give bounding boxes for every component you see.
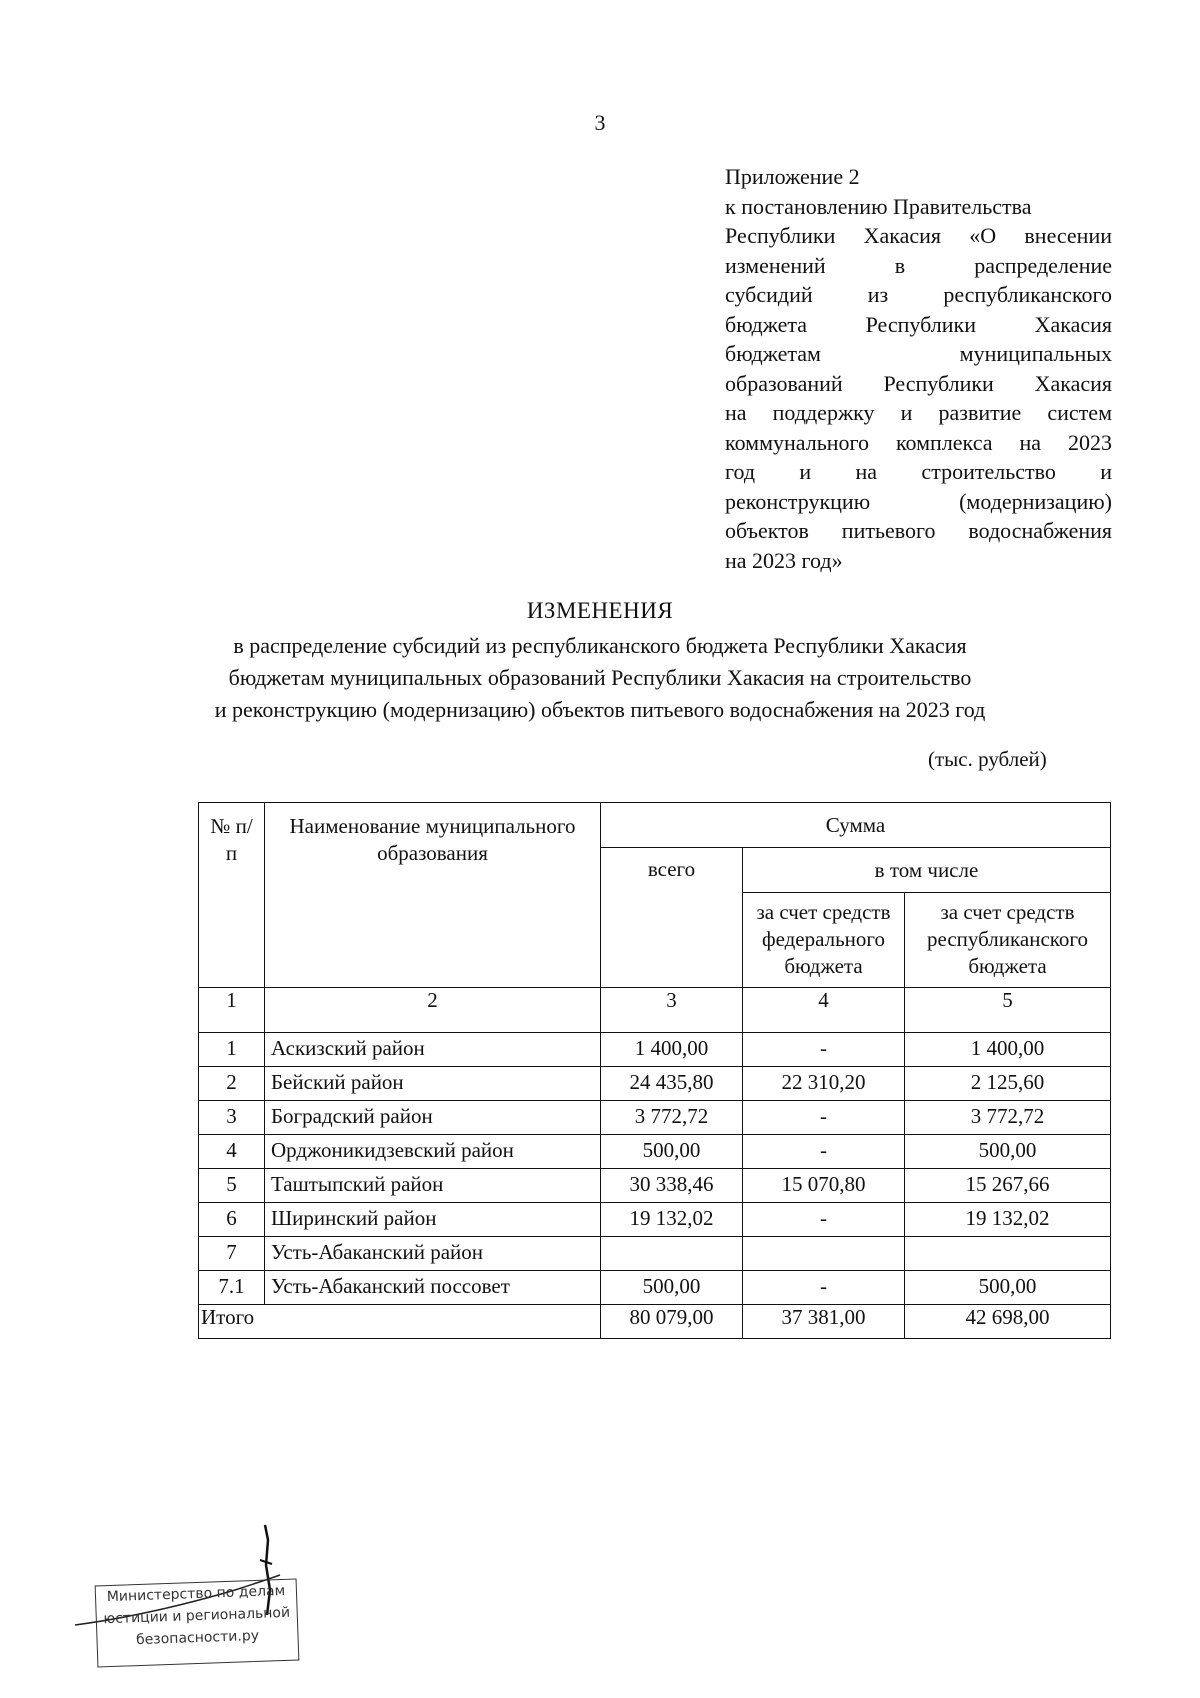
table-row <box>199 1203 1111 1237</box>
header-sum: Сумма <box>601 803 1111 848</box>
row-number: 4 <box>199 1135 265 1169</box>
appendix-line: бюджетам муниципальных <box>725 341 1112 366</box>
appendix-line: год и на строительство и <box>725 459 1112 484</box>
sum-republic: 3 772,72 <box>905 1101 1111 1135</box>
sum-federal: - <box>743 1203 905 1237</box>
subtitle-line: в распределение субсидий из республиканского бюджета Республики Хакасия <box>233 633 967 658</box>
row-number: 3 <box>199 1101 265 1135</box>
appendix-header <box>725 162 1112 575</box>
column-number: 2 <box>265 988 601 1033</box>
row-number: 5 <box>199 1169 265 1203</box>
sum-total: 3 772,72 <box>601 1101 743 1135</box>
sum-federal <box>743 1237 905 1271</box>
subsidy-table <box>198 802 1111 1339</box>
document-title: ИЗМЕНЕНИЯ <box>526 598 674 623</box>
sum-federal: 22 310,20 <box>743 1067 905 1101</box>
row-number: 7.1 <box>199 1271 265 1305</box>
sum-republic: 15 267,66 <box>905 1169 1111 1203</box>
units-label: (тыс. рублей) <box>928 747 1047 771</box>
document-subtitle <box>0 630 1200 726</box>
appendix-line: к постановлению Правительства <box>725 193 1032 219</box>
header-name: Наименование муниципального образования <box>265 803 601 988</box>
appendix-line: реконструкцию (модернизацию) <box>725 488 1112 514</box>
appendix-line: на 2023 год» <box>725 547 843 573</box>
appendix-line: субсидий из республиканского <box>725 282 1112 307</box>
municipality-name: Боградский район <box>265 1101 601 1135</box>
total-row <box>199 1305 1111 1339</box>
appendix-line: Республики Хакасия «О внесении <box>725 223 1112 248</box>
appendix-line: на поддержку и развитие систем <box>725 400 1112 425</box>
sum-republic: 19 132,02 <box>905 1203 1111 1237</box>
row-number: 1 <box>199 1033 265 1067</box>
header-federal: за счет средств федерального бюджета <box>743 893 905 988</box>
appendix-line: образований Республики Хакасия <box>725 370 1112 396</box>
municipality-name: Бейский район <box>265 1067 601 1101</box>
table-row <box>199 1067 1111 1101</box>
sum-total: 1 400,00 <box>601 1033 743 1067</box>
table-row <box>199 1237 1111 1271</box>
sum-federal: - <box>743 1033 905 1067</box>
table-row <box>199 1033 1111 1067</box>
registration-stamp <box>92 1570 302 1670</box>
appendix-line: Приложение 2 <box>725 164 860 189</box>
sum-republic: 500,00 <box>905 1271 1111 1305</box>
row-number: 2 <box>199 1067 265 1101</box>
total-federal: 37 381,00 <box>743 1305 905 1339</box>
municipality-name: Усть-Абаканский район <box>265 1237 601 1271</box>
stamp-line: безопасности.ру <box>135 1627 260 1649</box>
appendix-line: коммунального комплекса на 2023 <box>725 429 1112 455</box>
header-total: всего <box>601 848 743 988</box>
sum-republic: 1 400,00 <box>905 1033 1111 1067</box>
appendix-line: изменений в распределение <box>725 252 1112 278</box>
stamp-line: Министерство по делам <box>106 1582 286 1606</box>
total-label: Итого <box>199 1305 601 1339</box>
sum-total: 19 132,02 <box>601 1203 743 1237</box>
table-row <box>199 1169 1111 1203</box>
page-number: 3 <box>594 110 606 135</box>
sum-federal: 15 070,80 <box>743 1169 905 1203</box>
subtitle-line: бюджетам муниципальных образований Республики Хакасия на строительство <box>228 665 972 690</box>
sum-republic: 500,00 <box>905 1135 1111 1169</box>
sum-federal: - <box>743 1135 905 1169</box>
stamp-line: юстиции и региональной <box>103 1604 291 1628</box>
column-number: 4 <box>743 988 905 1033</box>
municipality-name: Таштыпский район <box>265 1169 601 1203</box>
stamp-box <box>95 1579 300 1668</box>
total-sum: 80 079,00 <box>601 1305 743 1339</box>
appendix-line: объектов питьевого водоснабжения <box>725 518 1112 543</box>
row-number: 7 <box>199 1237 265 1271</box>
row-number: 6 <box>199 1203 265 1237</box>
sum-federal: - <box>743 1101 905 1135</box>
table-row <box>199 1271 1111 1305</box>
column-number: 3 <box>601 988 743 1033</box>
sum-federal: - <box>743 1271 905 1305</box>
sum-total: 500,00 <box>601 1271 743 1305</box>
sum-total: 500,00 <box>601 1135 743 1169</box>
sum-republic: 2 125,60 <box>905 1067 1111 1101</box>
municipality-name: Усть-Абаканский поссовет <box>265 1271 601 1305</box>
column-number: 5 <box>905 988 1111 1033</box>
sum-total: 30 338,46 <box>601 1169 743 1203</box>
table-row <box>199 1101 1111 1135</box>
appendix-line: бюджета Республики Хакасия <box>725 311 1112 337</box>
total-republic: 42 698,00 <box>905 1305 1111 1339</box>
sum-total <box>601 1237 743 1271</box>
municipality-name: Орджоникидзевский район <box>265 1135 601 1169</box>
column-number: 1 <box>199 988 265 1033</box>
municipality-name: Аскизский район <box>265 1033 601 1067</box>
header-including: в том числе <box>743 848 1111 893</box>
sum-total: 24 435,80 <box>601 1067 743 1101</box>
header-num: № п/п <box>199 803 265 988</box>
table-row <box>199 1135 1111 1169</box>
header-republic: за счет средств республиканского бюджета <box>905 893 1111 988</box>
municipality-name: Ширинский район <box>265 1203 601 1237</box>
subtitle-line: и реконструкцию (модернизацию) объектов питьевого водоснабжения на 2023 год <box>214 697 986 722</box>
sum-republic <box>905 1237 1111 1271</box>
